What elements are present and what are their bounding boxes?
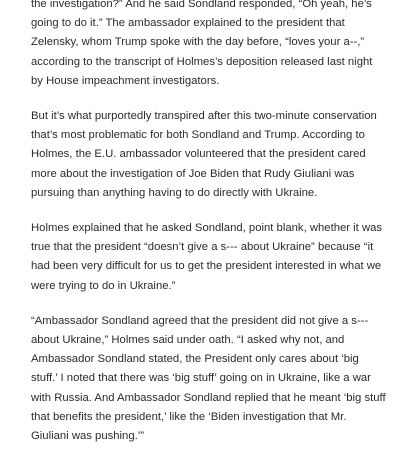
text-line: with Russia. And Ambassador Sondland replied that he meant ‘big stuff <box>31 391 386 404</box>
article-paragraph <box>31 219 383 296</box>
text-line: Giuliani was pushing.’” <box>31 430 145 443</box>
text-line: more about the investigation of Joe Biden that Rudy Giuliani was <box>31 167 355 180</box>
article-paragraph <box>31 312 386 446</box>
text-line: were trying to do in Ukraine.” <box>31 279 176 292</box>
article-body <box>31 0 386 462</box>
text-line: about Ukraine,” Holmes said under oath. “I asked why not, and <box>31 334 345 347</box>
text-line: Holmes, the E.U. ambassador volunteered that the president cared <box>31 148 366 161</box>
text-line: according to the transcript of Holmes’s deposition released last night <box>31 55 373 68</box>
text-line: Holmes explained that he asked Sondland, point blank, whether it was <box>31 222 383 235</box>
text-line: “Ambassador Sondland agreed that the president did not give a s--- <box>31 314 369 327</box>
text-line: by House impeachment investigators. <box>31 74 220 87</box>
text-line: Ambassador Sondland stated, the President only cares about ‘big <box>31 353 359 366</box>
article-paragraph <box>31 0 376 91</box>
text-line: had been very difficult for us to get the president interested in what we <box>31 260 382 273</box>
text-line: But it’s what purportedly transpired after this two-minute conservation <box>31 110 377 123</box>
text-line: Zelensky, whom Trump spoke with the day before, “loves your a--,” <box>31 36 365 49</box>
text-line: that’s most problematic for both Sondland and Trump. According to <box>31 129 365 142</box>
article-paragraph <box>31 107 376 203</box>
text-line: going to do it.” The ambassador explained to the president that <box>31 17 345 30</box>
text-line: the investigation?” And he said Sondland responded, “Oh yeah, he’s <box>31 0 372 10</box>
text-line: true that the president “doesn’t give a s--- about Ukraine” because “it <box>31 241 374 254</box>
text-line: pursuing than anything having to do directly with Ukraine. <box>31 186 318 199</box>
text-line: stuff.’ I noted that there was ‘big stuff’ going on in Ukraine, like a war <box>31 372 371 385</box>
text-line: that benefits the president,’ like the ‘Biden investigation that Mr. <box>31 410 347 423</box>
